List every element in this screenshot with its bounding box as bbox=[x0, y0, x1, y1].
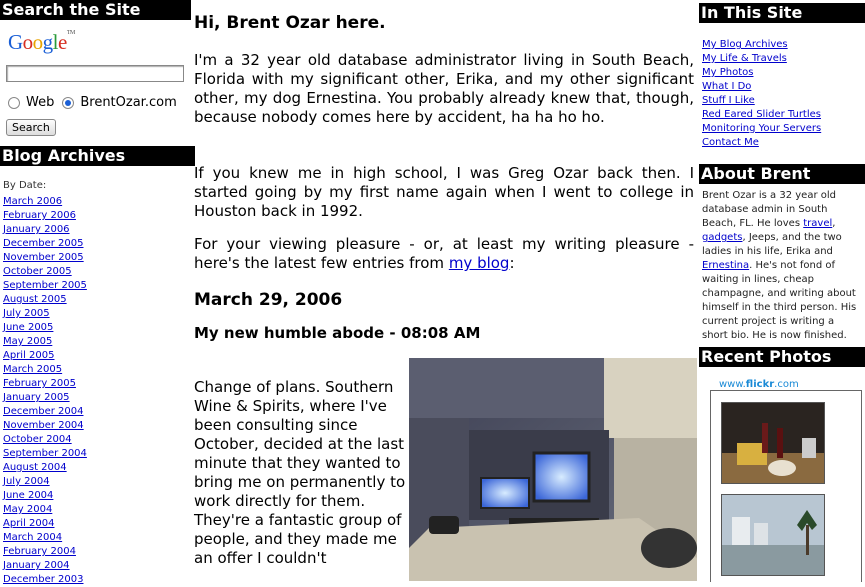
archive-link[interactable]: February 2005 bbox=[3, 378, 76, 389]
archive-link[interactable]: August 2005 bbox=[3, 294, 67, 305]
archive-link[interactable]: September 2005 bbox=[3, 280, 87, 291]
archive-link[interactable]: July 2005 bbox=[3, 308, 50, 319]
in-this-site-heading: In This Site bbox=[699, 3, 865, 23]
archive-link[interactable]: December 2005 bbox=[3, 238, 84, 249]
site-link[interactable]: What I Do bbox=[702, 81, 752, 92]
intro-paragraph-2: If you knew me in high school, I was Greg Ozar back then. I started going by my first name again when I went to college in Houston back in 1992. bbox=[194, 164, 694, 220]
site-link[interactable]: My Blog Archives bbox=[702, 39, 788, 50]
archive-item bbox=[3, 475, 87, 489]
archive-item bbox=[3, 489, 87, 503]
archive-link[interactable]: July 2004 bbox=[3, 476, 50, 487]
search-button[interactable]: Search bbox=[6, 119, 56, 136]
archive-item bbox=[3, 573, 87, 587]
archives-heading: Blog Archives bbox=[0, 146, 195, 166]
archive-link[interactable]: December 2004 bbox=[3, 406, 84, 417]
archive-link[interactable]: March 2006 bbox=[3, 196, 63, 207]
archive-link[interactable]: June 2005 bbox=[3, 322, 54, 333]
my-blog-link[interactable]: my blog bbox=[448, 254, 510, 272]
flickr-logo[interactable]: www.flickr.com bbox=[719, 379, 799, 390]
archive-link[interactable]: April 2004 bbox=[3, 518, 55, 529]
site-link[interactable]: Stuff I Like bbox=[702, 95, 755, 106]
archive-item bbox=[3, 447, 87, 461]
photo-thumbnail[interactable] bbox=[721, 494, 825, 576]
post-body: Change of plans. Southern Wine & Spirits, where I've been consulting since October, decided at the last minute that they wanted to bring me on permanently to work directly for them. They're a fantastic group of people, and they made me an offer I couldn't bbox=[194, 378, 406, 567]
archive-link[interactable]: January 2006 bbox=[3, 224, 70, 235]
archive-item bbox=[3, 405, 87, 419]
site-link-item bbox=[702, 108, 821, 122]
archive-list bbox=[3, 195, 87, 587]
archive-link[interactable]: November 2005 bbox=[3, 252, 84, 263]
radio-site[interactable] bbox=[62, 97, 74, 109]
site-links bbox=[702, 38, 821, 150]
archive-item bbox=[3, 503, 87, 517]
archive-link[interactable]: June 2004 bbox=[3, 490, 54, 501]
archive-link[interactable]: August 2004 bbox=[3, 462, 67, 473]
intro-paragraph-1: I'm a 32 year old database administrator living in South Beach, Florida with my significant other, Erika, and my other significant other, my dog Ernestina. You probably already knew that, though, because nobody comes here by accident, ha ha ho ho. bbox=[194, 51, 694, 126]
archive-link[interactable]: October 2004 bbox=[3, 434, 72, 445]
site-link[interactable]: Monitoring Your Servers bbox=[702, 123, 822, 134]
site-link-item bbox=[702, 136, 821, 150]
archive-item bbox=[3, 209, 87, 223]
radio-web-label: Web bbox=[26, 95, 55, 110]
archive-item bbox=[3, 363, 87, 377]
archive-item bbox=[3, 195, 87, 209]
recent-photos-heading: Recent Photos bbox=[699, 347, 865, 367]
archive-link[interactable]: May 2004 bbox=[3, 504, 53, 515]
office-photo bbox=[409, 358, 697, 581]
by-date-label: By Date: bbox=[3, 180, 47, 191]
archive-item bbox=[3, 307, 87, 321]
travel-link[interactable]: travel bbox=[803, 218, 833, 229]
archive-link[interactable]: October 2005 bbox=[3, 266, 72, 277]
archive-item bbox=[3, 349, 87, 363]
archive-link[interactable]: January 2004 bbox=[3, 560, 70, 571]
archive-item bbox=[3, 531, 87, 545]
archive-item bbox=[3, 419, 87, 433]
archive-item bbox=[3, 545, 87, 559]
archive-item bbox=[3, 223, 87, 237]
radio-site-label: BrentOzar.com bbox=[80, 95, 177, 110]
gadgets-link[interactable]: gadgets bbox=[702, 232, 743, 243]
post-date: March 29, 2006 bbox=[194, 290, 343, 310]
flickr-badge bbox=[710, 390, 862, 582]
archive-link[interactable]: March 2005 bbox=[3, 364, 63, 375]
photo-thumbnail[interactable] bbox=[721, 402, 825, 484]
about-heading: About Brent bbox=[699, 164, 865, 184]
archive-link[interactable]: November 2004 bbox=[3, 420, 84, 431]
site-link-item bbox=[702, 52, 821, 66]
archive-item bbox=[3, 237, 87, 251]
search-heading: Search the Site bbox=[0, 0, 191, 20]
archive-item bbox=[3, 265, 87, 279]
archive-item bbox=[3, 293, 87, 307]
archive-link[interactable]: February 2006 bbox=[3, 210, 76, 221]
site-link[interactable]: Contact Me bbox=[702, 137, 759, 148]
site-link-item bbox=[702, 80, 821, 94]
archive-link[interactable]: December 2003 bbox=[3, 574, 84, 585]
site-link-item bbox=[702, 122, 821, 136]
radio-web[interactable] bbox=[8, 97, 20, 109]
archive-item bbox=[3, 433, 87, 447]
intro-paragraph-3: For your viewing pleasure - or, at least my writing pleasure - here's the latest few entries from my blog: bbox=[194, 235, 694, 272]
search-scope bbox=[8, 95, 177, 110]
site-link[interactable]: My Photos bbox=[702, 67, 754, 78]
left-sidebar bbox=[0, 0, 191, 585]
archive-link[interactable]: May 2005 bbox=[3, 336, 53, 347]
site-link[interactable]: Red Eared Slider Turtles bbox=[702, 109, 821, 120]
archive-item bbox=[3, 335, 87, 349]
site-link-item bbox=[702, 38, 821, 52]
site-link-item bbox=[702, 94, 821, 108]
archive-item bbox=[3, 517, 87, 531]
archive-item bbox=[3, 461, 87, 475]
search-input[interactable] bbox=[6, 65, 184, 82]
archive-link[interactable]: March 2004 bbox=[3, 532, 63, 543]
archive-link[interactable]: January 2005 bbox=[3, 392, 70, 403]
google-logo: Google™ bbox=[8, 30, 75, 54]
post-title: My new humble abode - 08:08 AM bbox=[194, 324, 481, 342]
greeting-heading: Hi, Brent Ozar here. bbox=[194, 13, 386, 33]
archive-link[interactable]: February 2004 bbox=[3, 546, 76, 557]
site-link-item bbox=[702, 66, 821, 80]
archive-item bbox=[3, 251, 87, 265]
archive-item bbox=[3, 377, 87, 391]
archive-item bbox=[3, 391, 87, 405]
archive-link[interactable]: September 2004 bbox=[3, 448, 87, 459]
archive-item bbox=[3, 559, 87, 573]
about-text: Brent Ozar is a 32 year old database admin in South Beach, FL. He loves travel, gadgets, Jeeps, and the two ladies in his life, Erika and Ernestina. He's not fond of waiting in lines, cheap champagne, and writing about himself in the third person. His current project is writing a short bio. He is now finished. bbox=[702, 190, 857, 341]
site-link[interactable]: My Life & Travels bbox=[702, 53, 787, 64]
archive-item bbox=[3, 279, 87, 293]
archive-link[interactable]: April 2005 bbox=[3, 350, 55, 361]
ernestina-link[interactable]: Ernestina bbox=[702, 260, 750, 271]
archive-item bbox=[3, 321, 87, 335]
